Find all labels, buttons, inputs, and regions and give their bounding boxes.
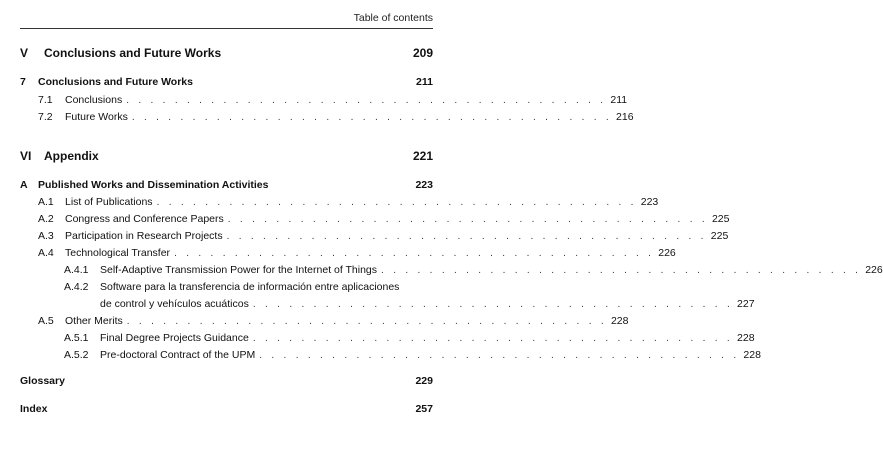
page-number: 225 — [711, 213, 730, 225]
toc-part-vi[interactable] — [0, 149, 433, 163]
glossary-title: Glossary — [20, 375, 65, 387]
section-number: 7.1 — [38, 94, 53, 106]
page-number: 209 — [412, 46, 433, 60]
page-number: 257 — [415, 403, 433, 415]
subsection-title: Final Degree Projects Guidance — [100, 332, 249, 344]
dot-leader: . . . . . . . . . . . . . . . . . . . . . . . . . . . . . . . . . . . . . . . . — [227, 214, 708, 225]
part-number: V — [20, 46, 29, 60]
index-title: Index — [20, 403, 48, 415]
page-number: 211 — [610, 94, 628, 106]
subsection-number: A.4.2 — [64, 281, 89, 293]
running-header: Table of contents — [353, 12, 433, 24]
subsection-title-line2: de control y vehículos acuáticos — [100, 298, 249, 310]
subsection-title: Self-Adaptive Transmission Power for the Internet of Things — [100, 264, 378, 276]
section-number: 7.2 — [38, 111, 53, 123]
section-title: Conclusions — [65, 94, 123, 106]
subsection-number: A.5.1 — [64, 332, 89, 344]
dot-leader: . . . . . . . . . . . . . . . . . . . . . . . . . . . . . . . . . . . . . . . . — [252, 333, 734, 344]
toc-section-a-3[interactable] — [0, 230, 729, 242]
toc-part-v[interactable] — [0, 46, 433, 60]
section-title: Technological Transfer — [65, 247, 171, 259]
page-number: 228 — [737, 332, 755, 344]
toc-subsection-a-5-1[interactable] — [0, 332, 755, 344]
toc-section-7-1[interactable] — [0, 94, 628, 106]
toc-section-a-1[interactable] — [0, 196, 659, 208]
toc-section-7-2[interactable] — [0, 111, 634, 123]
section-number: A.4 — [38, 247, 54, 259]
page-number: 223 — [640, 196, 659, 208]
toc-index[interactable] — [0, 403, 433, 415]
dot-leader: . . . . . . . . . . . . . . . . . . . . . . . . . . . . . . . . . . . . . . . . — [252, 299, 734, 310]
dot-leader: . . . . . . . . . . . . . . . . . . . . . . . . . . . . . . . . . . . . . . . . — [174, 248, 655, 259]
part-title: Conclusions and Future Works — [44, 46, 222, 60]
page-number: 221 — [412, 149, 433, 163]
dot-leader: . . . . . . . . . . . . . . . . . . . . . . . . . . . . . . . . . . . . . . . . — [126, 95, 607, 106]
chapter-number: 7 — [20, 76, 26, 88]
section-number: A.2 — [38, 213, 54, 225]
toc-glossary[interactable] — [0, 375, 433, 387]
toc-chapter-a[interactable] — [0, 179, 433, 191]
part-number: VI — [20, 149, 32, 163]
toc-section-a-5[interactable] — [0, 315, 629, 327]
dot-leader: . . . . . . . . . . . . . . . . . . . . . . . . . . . . . . . . . . . . . . . . — [226, 231, 707, 242]
section-title: List of Publications — [65, 196, 153, 208]
chapter-title: Published Works and Dissemination Activities — [38, 179, 269, 191]
section-title: Future Works — [65, 111, 128, 123]
subsection-title: Pre-doctoral Contract of the UPM — [100, 349, 256, 361]
toc-chapter-7[interactable] — [0, 76, 433, 88]
dot-leader: . . . . . . . . . . . . . . . . . . . . . . . . . . . . . . . . . . . . . . . . — [381, 265, 862, 276]
section-number: A.3 — [38, 230, 54, 242]
chapter-title: Conclusions and Future Works — [38, 76, 193, 88]
page-number: 225 — [710, 230, 729, 242]
page-number: 211 — [416, 76, 433, 88]
dot-leader: . . . . . . . . . . . . . . . . . . . . . . . . . . . . . . . . . . . . . . . . — [156, 197, 637, 208]
page-number: 226 — [865, 264, 883, 276]
header-rule — [20, 28, 433, 29]
subsection-number: A.5.2 — [64, 349, 89, 361]
toc-subsection-a-4-2[interactable] — [0, 281, 433, 293]
chapter-number: A — [20, 179, 28, 191]
section-number: A.1 — [38, 196, 54, 208]
toc-subsection-a-4-1[interactable] — [0, 264, 883, 276]
subsection-title-line1: Software para la transferencia de información entre aplicaciones — [100, 281, 400, 293]
section-title: Congress and Conference Papers — [65, 213, 224, 225]
part-title: Appendix — [44, 149, 99, 163]
toc-section-a-4[interactable] — [0, 247, 676, 259]
page-number: 223 — [415, 179, 433, 191]
page-number: 216 — [616, 111, 634, 123]
toc-subsection-a-4-2-cont[interactable] — [0, 298, 755, 310]
page-number: 229 — [415, 375, 433, 387]
page-number: 228 — [610, 315, 629, 327]
subsection-number: A.4.1 — [64, 264, 89, 276]
page-number: 228 — [743, 349, 761, 361]
page-number: 227 — [737, 298, 755, 310]
toc-subsection-a-5-2[interactable] — [0, 349, 761, 361]
page-number: 226 — [658, 247, 676, 259]
section-title: Other Merits — [65, 315, 123, 327]
section-title: Participation in Research Projects — [65, 230, 223, 242]
dot-leader: . . . . . . . . . . . . . . . . . . . . . . . . . . . . . . . . . . . . . . . . — [126, 316, 607, 327]
dot-leader: . . . . . . . . . . . . . . . . . . . . . . . . . . . . . . . . . . . . . . . . — [131, 112, 613, 123]
section-number: A.5 — [38, 315, 54, 327]
dot-leader: . . . . . . . . . . . . . . . . . . . . . . . . . . . . . . . . . . . . . . . . — [259, 350, 740, 361]
toc-section-a-2[interactable] — [0, 213, 730, 225]
